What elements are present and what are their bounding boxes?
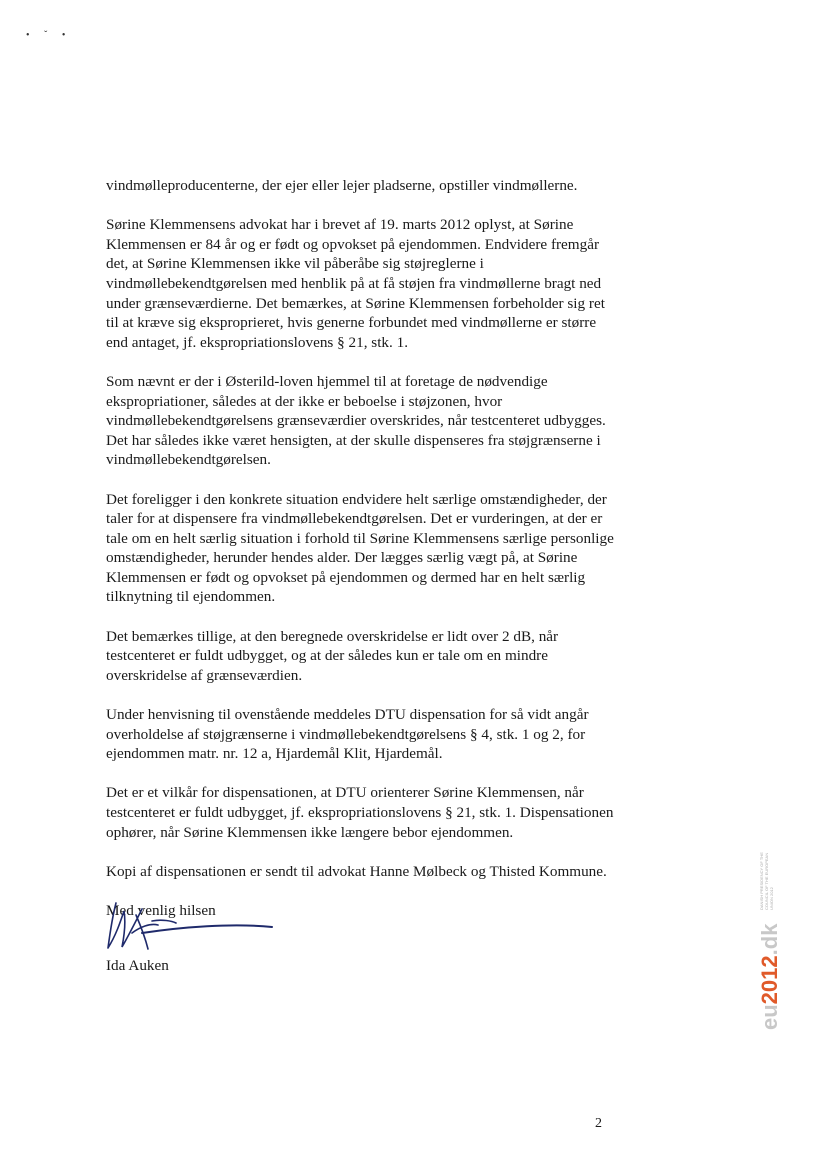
letter-closing <box>106 901 616 975</box>
paragraph-4: Det foreligger i den konkrete situation endvidere helt særlige omstændigheder, der taler for at dispensere fra vindmøllebekendtgørelsen. Det er vurderingen, at der er tale om en helt særlig situation i forhold til Sørine Klemmensens særlige personlige omstændigheder, herunder hendes alder. Der lægges særlig vægt på, at Sørine Klemmensen er født og opvokset på ejendommen og dermed har en helt særlig tilknytning til ejendommen. <box>106 490 614 606</box>
paragraph-8: Kopi af dispensationen er sendt til advokat Hanne Mølbeck og Thisted Kommune. <box>106 862 607 880</box>
logo-prefix: eu <box>757 1004 782 1030</box>
paragraph-7: Det er et vilkår for dispensationen, at DTU orienterer Sørine Klemmensen, når testcenteret er fuldt udbygget, jf. ekspropriationslovens § 21, stk. 1. Dispensationen ophører, når Sørine Klemmensen ikke længere bebor ejendommen. <box>106 784 614 841</box>
logo-tagline: DANISH PRESIDENCY OF THE COUNCIL OF THE EUROPEAN UNION 2012 <box>759 852 774 910</box>
scan-marks: • ˇ • <box>26 30 72 41</box>
paragraph-3: Som nævnt er der i Østerild-loven hjemmel til at foretage de nødvendige ekspropriationer, således at der ikke er beboelse i støjzonen, hvor vindmøllebekendtgørelsens grænseværdier overskrides, når testcenteret udbygges. Det har således ikke været hensigten, at der skulle dispenseres fra støjgrænserne i vindmøllebekendtgørelsen. <box>106 372 606 469</box>
page-number: 2 <box>595 1116 602 1131</box>
paragraph-5: Det bemærkes tillige, at den beregnede overskridelse er lidt over 2 dB, når testcenteret er fuldt udbygget, og at der således kun er tale om en mindre overskridelse af grænseværdien. <box>106 627 559 684</box>
eu2012-logo <box>755 850 795 1030</box>
logo-year: 2012 <box>757 955 782 1005</box>
paragraph-1: vindmølleproducenterne, der ejer eller lejer pladserne, opstiller vindmøllerne. <box>106 177 578 194</box>
letter-body <box>106 176 616 975</box>
paragraph-6: Under henvisning til ovenstående meddeles DTU dispensation for så vidt angår overholdelse af støjgrænserne i vindmøllebekendtgørelsens § 4, stk. 1 og 2, for ejendommen matr. nr. 12 a, Hjardemål Klit, Hjardemål. <box>106 706 589 763</box>
handwritten-signature <box>102 893 282 955</box>
closing-greeting: Med venlig hilsen <box>106 901 216 919</box>
signer-name: Ida Auken <box>106 956 169 974</box>
logo-wordmark <box>757 924 783 1030</box>
logo-suffix: .dk <box>757 923 782 956</box>
paragraph-2: Sørine Klemmensens advokat har i brevet af 19. marts 2012 oplyst, at Sørine Klemmensen er 84 år og er født og opvokset på ejendommen. Endvidere fremgår det, at Sørine Klemmensen ikke vil påberåbe sig støjreglerne i vindmøllebekendtgørelsen med henblik på at få støjen fra vindmøllerne bragt ned under grænseværdierne. Det bemærkes, at Sørine Klemmensen forbeholder sig ret til at kræve sig eksproprieret, hvis generne forbundet med vindmøllerne er større end antaget, jf. ekspropriationslovens § 21, stk. 1. <box>106 216 605 351</box>
